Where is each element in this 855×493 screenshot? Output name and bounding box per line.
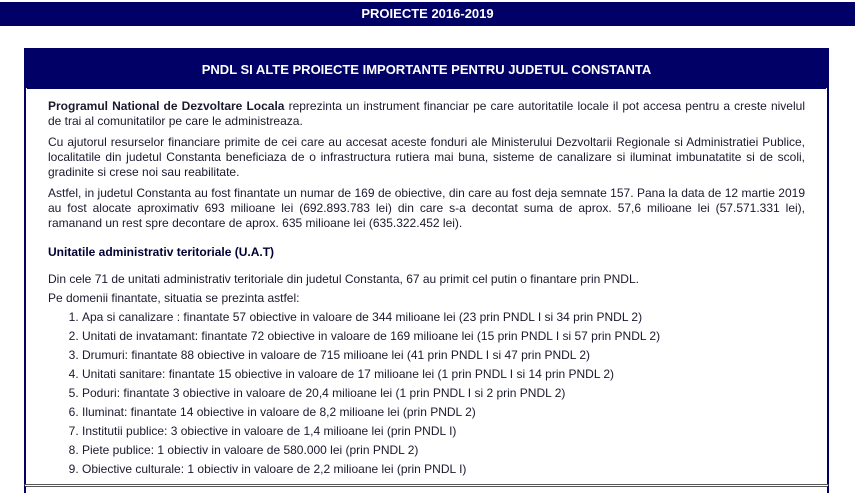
list-item: 6. Iluminat: finantate 14 obiective in valoare de 8,2 milioane lei (prin PNDL 2) [82,403,805,422]
section-title: PNDL SI ALTE PROIECTE IMPORTANTE PENTRU JUDETUL CONSTANTA [26,50,827,88]
intro-paragraph [48,99,805,129]
section-body [27,88,826,479]
list-item: 7. Institutii publice: 3 obiective in valoare de 1,4 milioane lei (prin PNDL I) [82,422,805,441]
domains-intro: Pe domenii finantate, situatia se prezinta astfel: [48,291,300,305]
intro-text: reprezinta un instrument financiar pe care autoritatile locale il pot accesa pentru a creste nivelul de trai al comunitatilor pe care le administreaza. [48,99,805,128]
list-item: 3. Drumuri: finantate 88 obiective in valoare de 715 milioane lei (41 prin PNDL I si 47 prin PNDL 2) [82,346,805,365]
uat-text: Din cele 71 de unitati administrativ teritoriale din judetul Constanta, 67 au primit cel putin o finantare prin PNDL. [48,272,639,286]
list-item: 8. Piete publice: 1 obiectiv in valoare de 580.000 lei (prin PNDL 2) [82,441,805,460]
list-item: 4. Unitati sanitare: finantate 15 obiective in valoare de 17 milioane lei (1 prin PNDL I si 14 prin PNDL 2) [82,365,805,384]
list-item: 5. Poduri: finantate 3 obiective in valoare de 20,4 milioane lei (1 prin PNDL I si 2 prin PNDL 2) [82,384,805,403]
page-banner: PROIECTE 2016-2019 [0,2,855,26]
program-name: Programul National de Dezvoltare Locala [48,99,285,113]
list-item: 9. Obiective culturale: 1 obiectiv in valoare de 2,2 milioane lei (prin PNDL I) [82,460,805,479]
next-section-edge [24,484,829,493]
pndl-section [24,48,829,484]
uat-heading: Unitatile administrativ teritoriale (U.A.T) [48,245,275,259]
funding-paragraph: Astfel, in judetul Constanta au fost finantate un numar de 169 de obiective, din care au fost deja semnate 157. Pana la data de 12 martie 2019 au fost alocate aproximativ 693 milioane lei (692.893.783 lei) din care s-a decontat suma de aprox. 57,6 milioane lei (57.571.331 lei), ramanand un rest spre decontare de aprox. 635 milioane lei (635.322.452 lei). [48,186,805,230]
list-item: 1. Apa si canalizare : finantate 57 obiective in valoare de 344 milioane lei (23 prin PNDL I si 34 prin PNDL 2) [82,308,805,327]
list-item: 2. Unitati de invatamant: finantate 72 obiective in valoare de 169 milioane lei (15 prin PNDL I si 57 prin PNDL 2) [82,327,805,346]
resources-paragraph: Cu ajutorul resurselor financiare primite de cei care au accesat aceste fonduri ale Ministerului Dezvoltarii Regionale si Administratiei Publice, localitatile din judetul Constanta beneficiaza de o infrastructura rutiera mai buna, sisteme de canalizare si iluminat imbunatatite si de scoli, gradinite si crese noi sau reabilitate. [48,135,805,179]
domains-list [48,308,805,479]
